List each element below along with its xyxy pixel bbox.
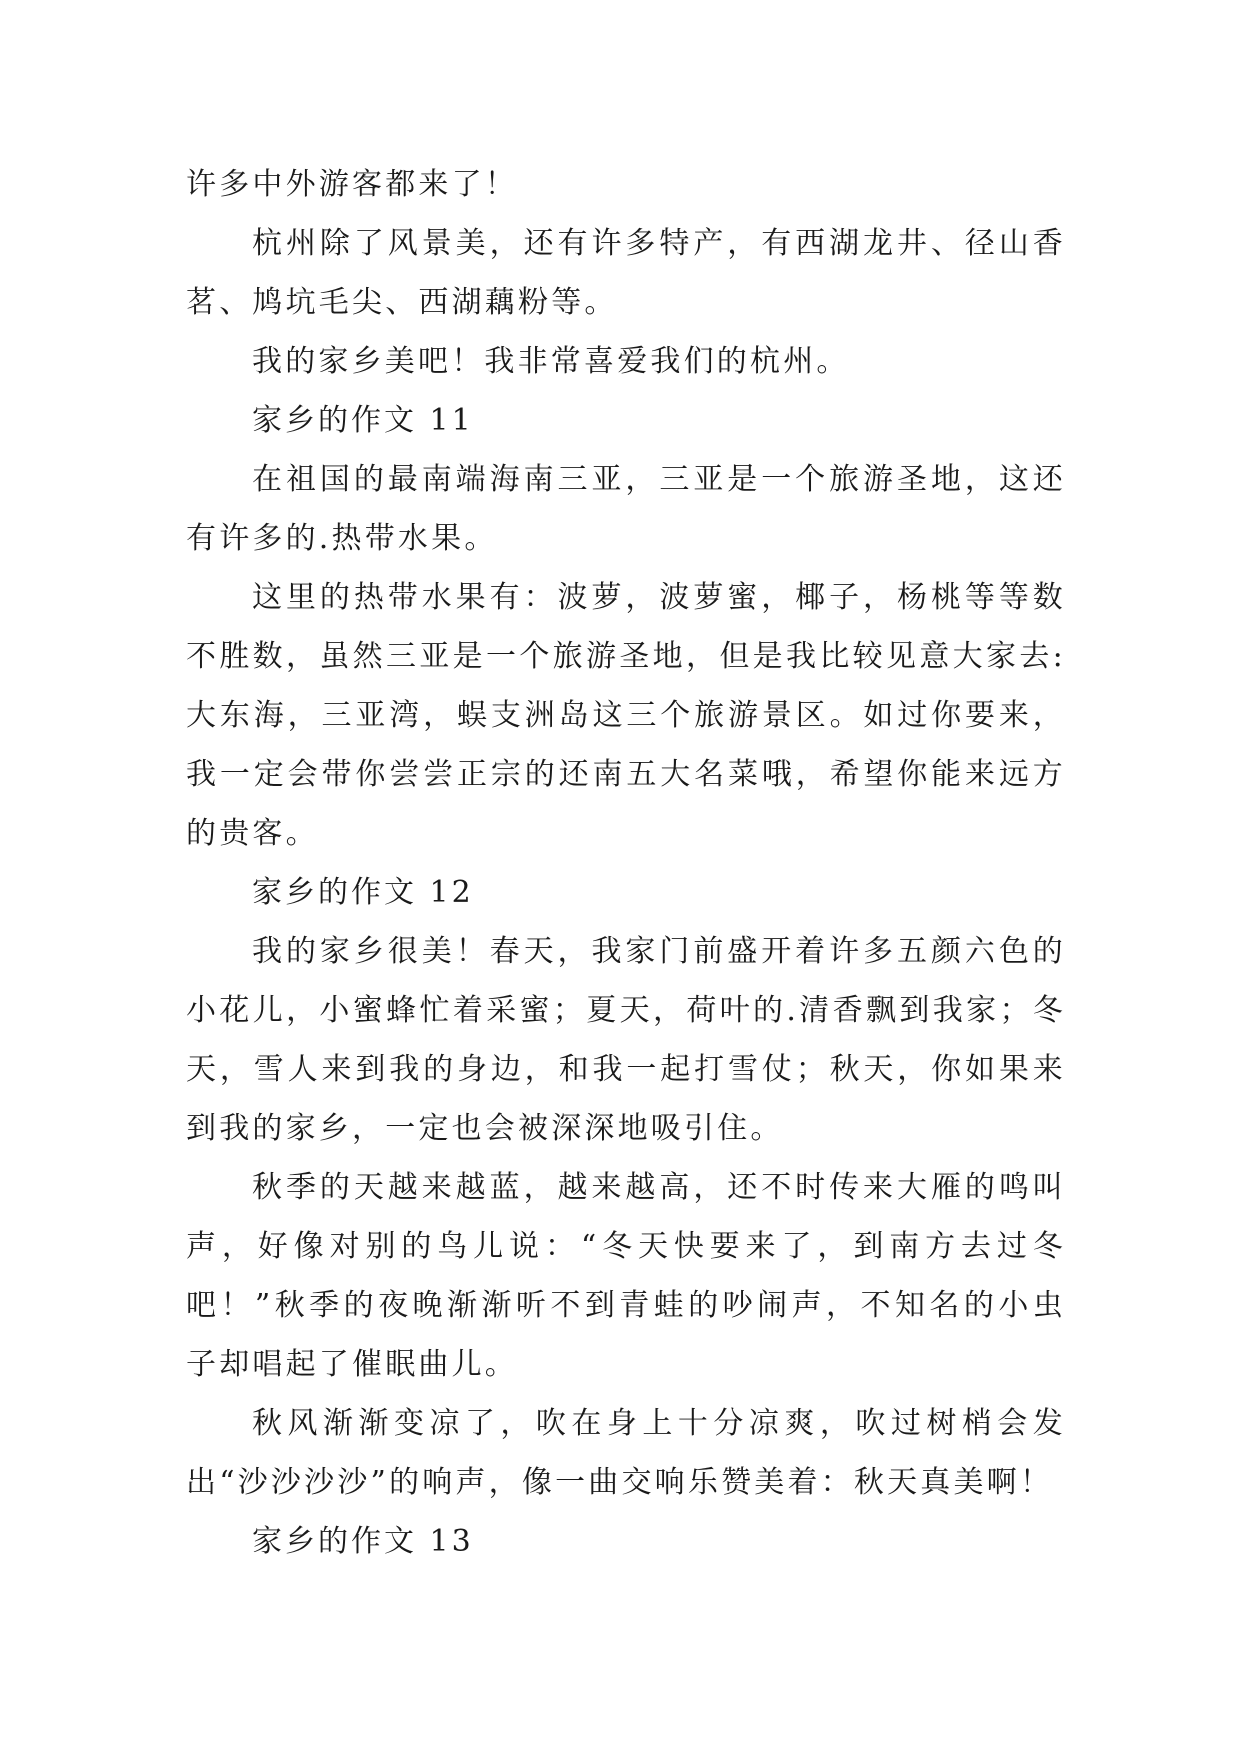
paragraph: 在祖国的最南端海南三亚，三亚是一个旅游圣地，这还有许多的.热带水果。 [186,462,1066,556]
paragraph: 我的家乡美吧！我非常喜爱我们的杭州。 [252,344,850,379]
paragraph: 这里的热带水果有：波萝，波萝蜜，椰子，杨桃等等数不胜数，虽然三亚是一个旅游圣地，但是我比较见意大家去:大东海，三亚湾，蜈支洲岛这三个旅游景区。如过你要来，我一定会带你尝尝正宗的还南五大名菜哦，希望你能来远方的贵客。 [186,580,1066,851]
paragraph: 秋季的天越来越蓝，越来越高，还不时传来大雁的鸣叫声，好像对别的鸟儿说：“冬天快要来了，到南方去过冬吧！”秋季的夜晚渐渐听不到青蛙的吵闹声，不知名的小虫子却唱起了催眠曲儿。 [186,1170,1066,1382]
document-body [186,155,1066,1571]
essay-heading: 家乡的作文 11 [252,403,474,438]
paragraph: 许多中外游客都来了！ [186,167,518,202]
paragraph: 我的家乡很美！春天，我家门前盛开着许多五颜六色的小花儿，小蜜蜂忙着采蜜；夏天，荷叶的.清香飘到我家；冬天，雪人来到我的身边，和我一起打雪仗；秋天，你如果来到我的家乡，一定也会被深深地吸引住。 [186,934,1066,1146]
paragraph: 秋风渐渐变凉了，吹在身上十分凉爽，吹过树梢会发出“沙沙沙沙”的响声，像一曲交响乐赞美着：秋天真美啊！ [186,1406,1066,1500]
essay-heading: 家乡的作文 13 [252,1524,474,1559]
essay-heading: 家乡的作文 12 [252,875,474,910]
paragraph: 杭州除了风景美，还有许多特产，有西湖龙井、径山香茗、鸠坑毛尖、西湖藕粉等。 [186,226,1066,320]
